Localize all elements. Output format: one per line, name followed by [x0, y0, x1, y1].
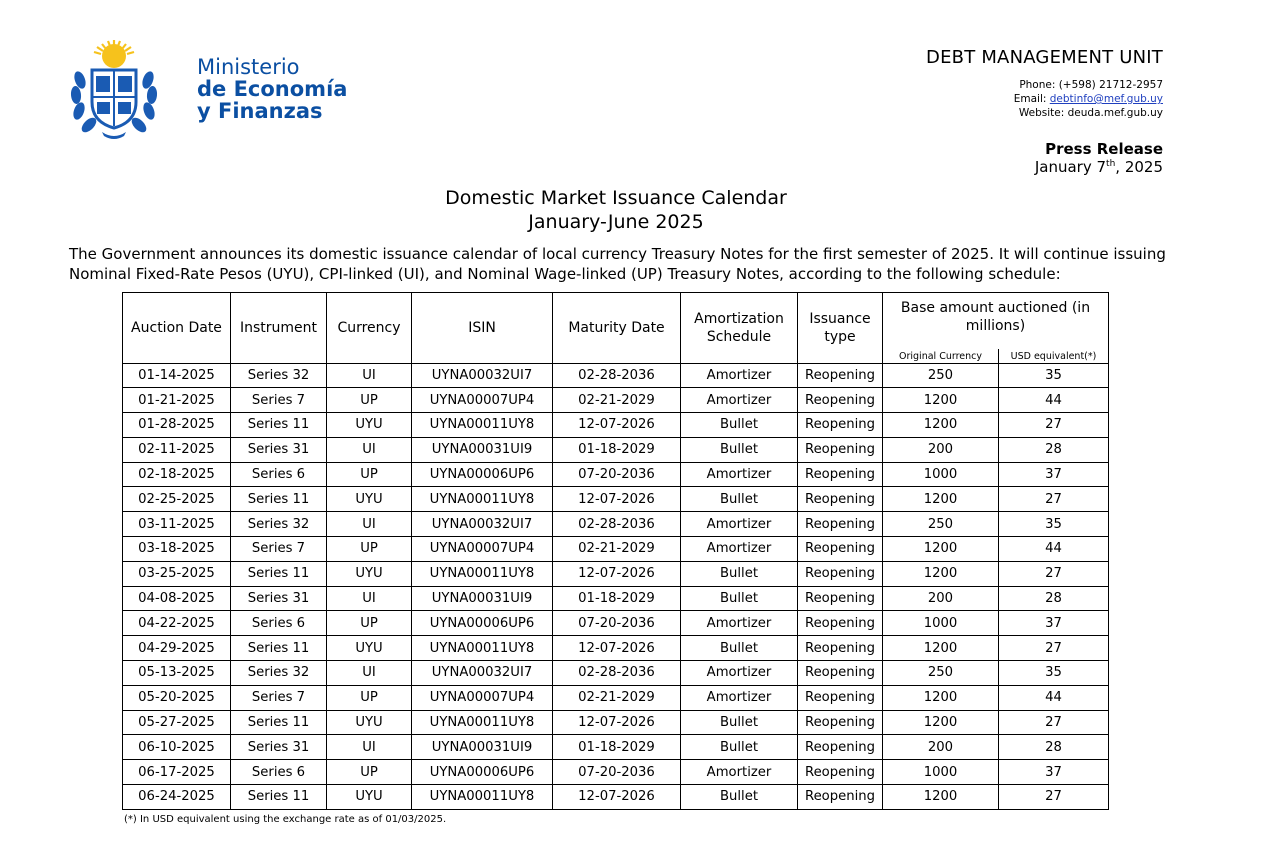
cell-currency: UI — [327, 661, 412, 686]
cell-currency: UP — [327, 760, 412, 785]
cell-isin: UYNA00011UY8 — [412, 785, 553, 810]
cell-usd-equivalent: 28 — [999, 586, 1109, 611]
cell-maturity-date: 12-07-2026 — [553, 785, 681, 810]
cell-amortization: Bullet — [681, 487, 798, 512]
cell-auction-date: 02-18-2025 — [123, 462, 231, 487]
cell-amortization: Amortizer — [681, 685, 798, 710]
cell-usd-equivalent: 27 — [999, 487, 1109, 512]
cell-currency: UYU — [327, 561, 412, 586]
ministry-line-2: de Economía — [197, 77, 348, 101]
cell-auction-date: 01-14-2025 — [123, 363, 231, 388]
cell-original-amount: 1000 — [883, 611, 999, 636]
press-release-label: Press Release — [1045, 140, 1163, 158]
header-usd-equivalent: USD equivalent(*) — [999, 349, 1109, 364]
header-base-amount: Base amount auctioned (in millions) — [883, 293, 1109, 349]
cell-auction-date: 01-21-2025 — [123, 388, 231, 413]
cell-instrument: Series 11 — [231, 561, 327, 586]
cell-instrument: Series 6 — [231, 462, 327, 487]
cell-instrument: Series 31 — [231, 437, 327, 462]
cell-original-amount: 1200 — [883, 537, 999, 562]
cell-issuance-type: Reopening — [798, 611, 883, 636]
shield-icon — [92, 70, 136, 128]
cell-auction-date: 02-11-2025 — [123, 437, 231, 462]
cell-currency: UYU — [327, 710, 412, 735]
cell-auction-date: 05-13-2025 — [123, 661, 231, 686]
table-row — [123, 636, 1109, 661]
cell-usd-equivalent: 27 — [999, 636, 1109, 661]
cell-maturity-date: 07-20-2036 — [553, 611, 681, 636]
cell-maturity-date: 07-20-2036 — [553, 760, 681, 785]
table-row — [123, 611, 1109, 636]
cell-instrument: Series 11 — [231, 636, 327, 661]
cell-auction-date: 03-11-2025 — [123, 512, 231, 537]
cell-usd-equivalent: 37 — [999, 611, 1109, 636]
table-row — [123, 586, 1109, 611]
email-label: Email: — [1013, 93, 1047, 105]
cell-usd-equivalent: 44 — [999, 685, 1109, 710]
cell-auction-date: 02-25-2025 — [123, 487, 231, 512]
cell-maturity-date: 12-07-2026 — [553, 561, 681, 586]
unit-title: DEBT MANAGEMENT UNIT — [926, 47, 1163, 68]
cell-auction-date: 03-25-2025 — [123, 561, 231, 586]
cell-isin: UYNA00032UI7 — [412, 363, 553, 388]
cell-currency: UI — [327, 586, 412, 611]
cell-instrument: Series 7 — [231, 537, 327, 562]
cell-amortization: Bullet — [681, 785, 798, 810]
coat-of-arms-logo-icon — [66, 40, 162, 140]
cell-original-amount: 1200 — [883, 636, 999, 661]
cell-original-amount: 1200 — [883, 561, 999, 586]
cell-amortization: Amortizer — [681, 611, 798, 636]
cell-instrument: Series 32 — [231, 661, 327, 686]
document-title — [0, 186, 1232, 234]
cell-maturity-date: 01-18-2029 — [553, 586, 681, 611]
phone-text: Phone: (+598) 21712-2957 — [1019, 79, 1163, 91]
cell-original-amount: 1200 — [883, 388, 999, 413]
cell-maturity-date: 02-21-2029 — [553, 537, 681, 562]
cell-maturity-date: 12-07-2026 — [553, 636, 681, 661]
cell-usd-equivalent: 44 — [999, 537, 1109, 562]
intro-paragraph: The Government announces its domestic issuance calendar of local currency Treasury Notes for the first semester of 2025. It will continue issuing Nominal Fixed-Rate Pesos (UYU), CPI-linked (UI), and Nominal Wage-linked (UP) Treasury Notes, according to the following schedule: — [69, 245, 1166, 283]
cell-instrument: Series 11 — [231, 710, 327, 735]
cell-instrument: Series 11 — [231, 785, 327, 810]
cell-usd-equivalent: 37 — [999, 462, 1109, 487]
cell-original-amount: 1000 — [883, 462, 999, 487]
cell-isin: UYNA00007UP4 — [412, 685, 553, 710]
cell-amortization: Amortizer — [681, 363, 798, 388]
cell-auction-date: 04-22-2025 — [123, 611, 231, 636]
table-row — [123, 760, 1109, 785]
cell-currency: UYU — [327, 636, 412, 661]
cell-currency: UYU — [327, 413, 412, 438]
cell-isin: UYNA00032UI7 — [412, 512, 553, 537]
cell-amortization: Bullet — [681, 413, 798, 438]
cell-issuance-type: Reopening — [798, 388, 883, 413]
cell-isin: UYNA00031UI9 — [412, 437, 553, 462]
header-currency: Currency — [327, 293, 412, 364]
cell-amortization: Bullet — [681, 561, 798, 586]
cell-issuance-type: Reopening — [798, 487, 883, 512]
cell-original-amount: 1000 — [883, 760, 999, 785]
table-row — [123, 561, 1109, 586]
cell-usd-equivalent: 35 — [999, 661, 1109, 686]
cell-usd-equivalent: 35 — [999, 512, 1109, 537]
footnote: (*) In USD equivalent using the exchange rate as of 01/03/2025. — [124, 814, 447, 825]
cell-isin: UYNA00006UP6 — [412, 611, 553, 636]
cell-usd-equivalent: 28 — [999, 437, 1109, 462]
table-row — [123, 785, 1109, 810]
email-link[interactable]: debtinfo@mef.gub.uy — [1049, 93, 1163, 105]
cell-issuance-type: Reopening — [798, 661, 883, 686]
cell-currency: UYU — [327, 487, 412, 512]
cell-issuance-type: Reopening — [798, 586, 883, 611]
cell-amortization: Amortizer — [681, 512, 798, 537]
table-row — [123, 437, 1109, 462]
table-row — [123, 537, 1109, 562]
cell-issuance-type: Reopening — [798, 685, 883, 710]
cell-amortization: Amortizer — [681, 760, 798, 785]
cell-isin: UYNA00011UY8 — [412, 487, 553, 512]
cell-isin: UYNA00011UY8 — [412, 561, 553, 586]
cell-usd-equivalent: 28 — [999, 735, 1109, 760]
cell-original-amount: 1200 — [883, 785, 999, 810]
cell-isin: UYNA00006UP6 — [412, 462, 553, 487]
table-row — [123, 512, 1109, 537]
cell-issuance-type: Reopening — [798, 710, 883, 735]
cell-amortization: Amortizer — [681, 661, 798, 686]
header-issuance-type: Issuance type — [798, 293, 883, 364]
cell-maturity-date: 02-28-2036 — [553, 661, 681, 686]
cell-issuance-type: Reopening — [798, 537, 883, 562]
website-text: Website: deuda.mef.gub.uy — [1018, 107, 1163, 119]
cell-original-amount: 250 — [883, 363, 999, 388]
release-date — [1035, 158, 1163, 176]
cell-maturity-date: 02-28-2036 — [553, 512, 681, 537]
release-date-suffix: , 2025 — [1115, 158, 1163, 176]
cell-instrument: Series 6 — [231, 760, 327, 785]
cell-instrument: Series 31 — [231, 735, 327, 760]
cell-issuance-type: Reopening — [798, 462, 883, 487]
cell-instrument: Series 11 — [231, 487, 327, 512]
header-isin: ISIN — [412, 293, 553, 364]
cell-original-amount: 200 — [883, 586, 999, 611]
cell-isin: UYNA00006UP6 — [412, 760, 553, 785]
cell-auction-date: 04-29-2025 — [123, 636, 231, 661]
cell-amortization: Bullet — [681, 437, 798, 462]
table-row — [123, 363, 1109, 388]
cell-issuance-type: Reopening — [798, 413, 883, 438]
cell-original-amount: 1200 — [883, 685, 999, 710]
cell-issuance-type: Reopening — [798, 512, 883, 537]
cell-amortization: Amortizer — [681, 462, 798, 487]
issuance-calendar-table — [122, 292, 1109, 810]
cell-issuance-type: Reopening — [798, 363, 883, 388]
release-date-sup: th — [1106, 159, 1116, 169]
cell-maturity-date: 07-20-2036 — [553, 462, 681, 487]
cell-currency: UI — [327, 512, 412, 537]
table-row — [123, 735, 1109, 760]
cell-usd-equivalent: 27 — [999, 561, 1109, 586]
cell-maturity-date: 02-21-2029 — [553, 388, 681, 413]
table-row — [123, 710, 1109, 735]
ministry-line-1: Ministerio — [197, 55, 300, 79]
table-body — [123, 363, 1109, 809]
cell-auction-date: 06-24-2025 — [123, 785, 231, 810]
cell-usd-equivalent: 27 — [999, 710, 1109, 735]
table-row — [123, 413, 1109, 438]
table-row — [123, 388, 1109, 413]
cell-usd-equivalent: 37 — [999, 760, 1109, 785]
cell-currency: UP — [327, 537, 412, 562]
cell-instrument: Series 7 — [231, 685, 327, 710]
cell-original-amount: 1200 — [883, 710, 999, 735]
cell-instrument: Series 7 — [231, 388, 327, 413]
cell-maturity-date: 12-07-2026 — [553, 413, 681, 438]
cell-currency: UP — [327, 388, 412, 413]
cell-instrument: Series 6 — [231, 611, 327, 636]
cell-original-amount: 250 — [883, 512, 999, 537]
cell-currency: UI — [327, 735, 412, 760]
cell-isin: UYNA00007UP4 — [412, 388, 553, 413]
sun-rays-icon — [94, 40, 134, 68]
cell-maturity-date: 12-07-2026 — [553, 710, 681, 735]
cell-auction-date: 01-28-2025 — [123, 413, 231, 438]
cell-original-amount: 1200 — [883, 413, 999, 438]
release-date-prefix: January 7 — [1034, 158, 1107, 176]
cell-isin: UYNA00007UP4 — [412, 537, 553, 562]
table-row — [123, 661, 1109, 686]
cell-usd-equivalent: 35 — [999, 363, 1109, 388]
cell-issuance-type: Reopening — [798, 760, 883, 785]
cell-instrument: Series 11 — [231, 413, 327, 438]
table-row — [123, 685, 1109, 710]
cell-amortization: Amortizer — [681, 537, 798, 562]
header-original-currency: Original Currency — [883, 349, 999, 364]
cell-amortization: Bullet — [681, 710, 798, 735]
cell-isin: UYNA00011UY8 — [412, 636, 553, 661]
cell-issuance-type: Reopening — [798, 437, 883, 462]
header-instrument: Instrument — [231, 293, 327, 364]
cell-currency: UYU — [327, 785, 412, 810]
cell-instrument: Series 31 — [231, 586, 327, 611]
cell-issuance-type: Reopening — [798, 785, 883, 810]
cell-instrument: Series 32 — [231, 363, 327, 388]
cell-isin: UYNA00011UY8 — [412, 413, 553, 438]
ministry-line-3: y Finanzas — [197, 99, 323, 123]
header-auction-date: Auction Date — [123, 293, 231, 364]
email-line — [1014, 92, 1163, 106]
cell-auction-date: 06-10-2025 — [123, 735, 231, 760]
cell-maturity-date: 01-18-2029 — [553, 437, 681, 462]
cell-instrument: Series 32 — [231, 512, 327, 537]
cell-isin: UYNA00031UI9 — [412, 586, 553, 611]
cell-currency: UI — [327, 437, 412, 462]
title-line-1: Domestic Market Issuance Calendar — [445, 187, 787, 209]
cell-auction-date: 06-17-2025 — [123, 760, 231, 785]
cell-isin: UYNA00032UI7 — [412, 661, 553, 686]
cell-original-amount: 200 — [883, 735, 999, 760]
cell-amortization: Bullet — [681, 586, 798, 611]
cell-isin: UYNA00011UY8 — [412, 710, 553, 735]
cell-amortization: Bullet — [681, 735, 798, 760]
cell-auction-date: 03-18-2025 — [123, 537, 231, 562]
cell-usd-equivalent: 44 — [999, 388, 1109, 413]
cell-original-amount: 1200 — [883, 487, 999, 512]
cell-auction-date: 05-20-2025 — [123, 685, 231, 710]
cell-issuance-type: Reopening — [798, 636, 883, 661]
table-row — [123, 462, 1109, 487]
cell-maturity-date: 02-21-2029 — [553, 685, 681, 710]
cell-maturity-date: 02-28-2036 — [553, 363, 681, 388]
cell-auction-date: 05-27-2025 — [123, 710, 231, 735]
cell-currency: UP — [327, 685, 412, 710]
contact-block — [1014, 78, 1163, 120]
cell-usd-equivalent: 27 — [999, 785, 1109, 810]
cell-original-amount: 250 — [883, 661, 999, 686]
cell-usd-equivalent: 27 — [999, 413, 1109, 438]
cell-issuance-type: Reopening — [798, 561, 883, 586]
cell-isin: UYNA00031UI9 — [412, 735, 553, 760]
title-line-2: January-June 2025 — [528, 211, 704, 233]
header-maturity-date: Maturity Date — [553, 293, 681, 364]
cell-amortization: Bullet — [681, 636, 798, 661]
cell-maturity-date: 01-18-2029 — [553, 735, 681, 760]
cell-original-amount: 200 — [883, 437, 999, 462]
header-amortization: Amortization Schedule — [681, 293, 798, 364]
cell-currency: UP — [327, 462, 412, 487]
cell-currency: UP — [327, 611, 412, 636]
cell-amortization: Amortizer — [681, 388, 798, 413]
ministry-name — [197, 56, 347, 122]
table-row — [123, 487, 1109, 512]
cell-issuance-type: Reopening — [798, 735, 883, 760]
cell-maturity-date: 12-07-2026 — [553, 487, 681, 512]
cell-auction-date: 04-08-2025 — [123, 586, 231, 611]
cell-currency: UI — [327, 363, 412, 388]
